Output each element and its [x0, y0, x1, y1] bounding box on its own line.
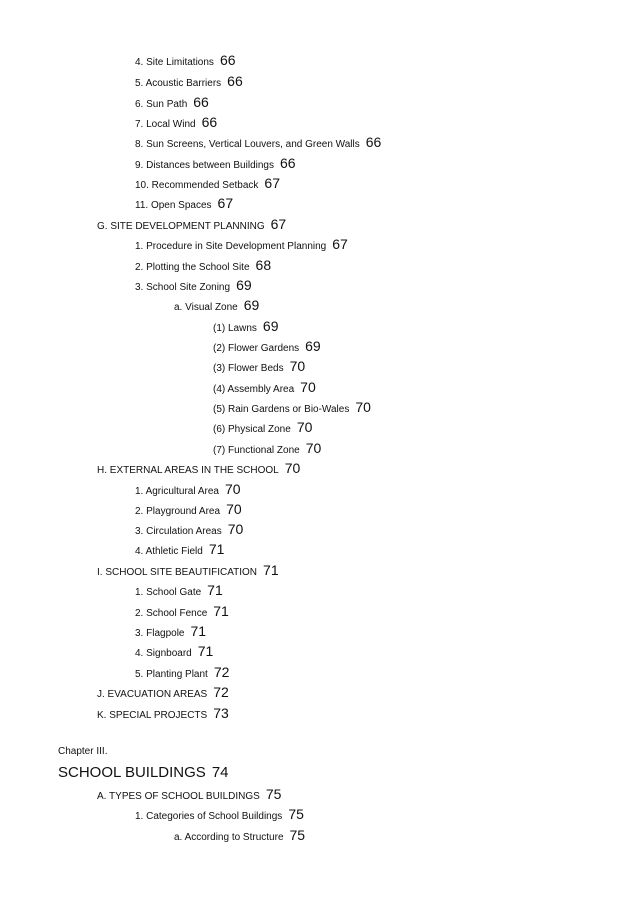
toc-entry: 11. Open Spaces 67: [135, 195, 234, 211]
toc-section: H. EXTERNAL AREAS IN THE SCHOOL 70: [97, 460, 301, 476]
toc-subsubentry: (1) Lawns 69: [213, 318, 279, 334]
toc-subsubentry: (4) Assembly Area 70: [213, 379, 316, 395]
toc-entry: 2. Playground Area 70: [135, 501, 242, 517]
toc-subsubentry: (6) Physical Zone 70: [213, 419, 313, 435]
toc-entry: 3. Circulation Areas 70: [135, 521, 244, 537]
toc-entry: 7. Local Wind 66: [135, 114, 218, 130]
toc-subsubentry: (7) Functional Zone 70: [213, 440, 322, 456]
toc-section: A. TYPES OF SCHOOL BUILDINGS 75: [97, 786, 282, 802]
toc-section: J. EVACUATION AREAS 72: [97, 684, 229, 700]
toc-entry: 6. Sun Path 66: [135, 94, 209, 110]
toc-entry: 3. Flagpole 71: [135, 623, 207, 639]
toc-section: G. SITE DEVELOPMENT PLANNING 67: [97, 216, 287, 232]
toc-entry: 1. Procedure in Site Development Planning 67: [135, 236, 348, 252]
toc-entry: 8. Sun Screens, Vertical Louvers, and Green Walls 66: [135, 134, 382, 150]
toc-entry: 5. Acoustic Barriers 66: [135, 73, 243, 89]
toc-subentry: a. According to Structure 75: [174, 827, 306, 843]
chapter-label: Chapter III.: [58, 746, 108, 757]
toc-subsubentry: (5) Rain Gardens or Bio-Wales 70: [213, 399, 371, 415]
toc-entry: 10. Recommended Setback 67: [135, 175, 280, 191]
toc-entry: 4. Site Limitations 66: [135, 52, 236, 68]
toc-entry: 5. Planting Plant 72: [135, 664, 230, 680]
toc-entry: 4. Athletic Field 71: [135, 541, 225, 557]
toc-entry: 9. Distances between Buildings 66: [135, 155, 296, 171]
toc-entry: 3. School Site Zoning 69: [135, 277, 252, 293]
chapter-title: SCHOOL BUILDINGS 74: [58, 764, 229, 781]
toc-entry: 1. School Gate 71: [135, 582, 223, 598]
toc-entry: 2. School Fence 71: [135, 603, 229, 619]
toc-section: I. SCHOOL SITE BEAUTIFICATION 71: [97, 562, 279, 578]
toc-entry: 4. Signboard 71: [135, 643, 214, 659]
toc-section: K. SPECIAL PROJECTS 73: [97, 705, 229, 721]
toc-subsubentry: (3) Flower Beds 70: [213, 358, 306, 374]
toc-entry: 2. Plotting the School Site 68: [135, 257, 272, 273]
toc-entry: 1. Categories of School Buildings 75: [135, 806, 304, 822]
toc-subentry: a. Visual Zone 69: [174, 297, 260, 313]
toc-subsubentry: (2) Flower Gardens 69: [213, 338, 321, 354]
toc-entry: 1. Agricultural Area 70: [135, 481, 241, 497]
